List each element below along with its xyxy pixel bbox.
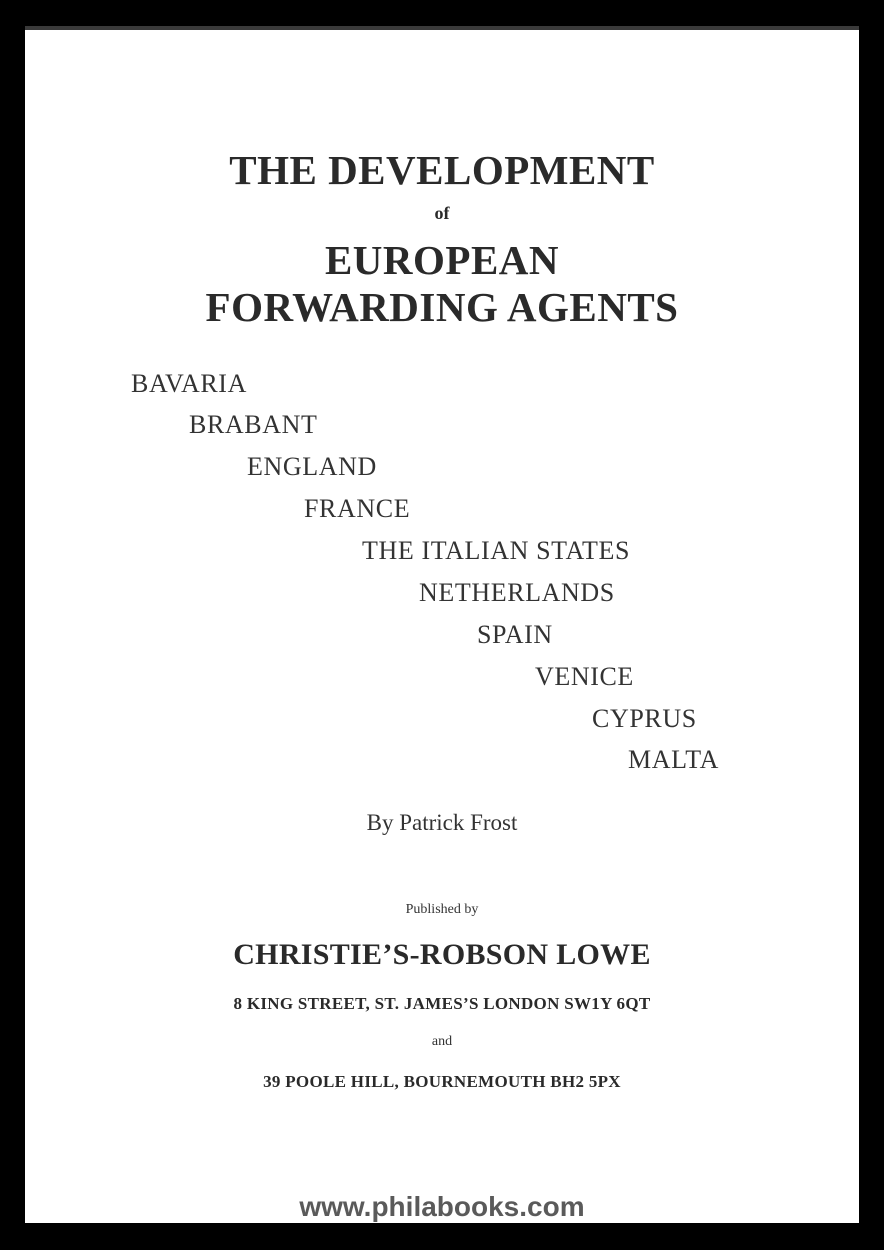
place-spain: SPAIN xyxy=(477,620,553,649)
place-bavaria: BAVARIA xyxy=(131,369,247,398)
place-italian-states: THE ITALIAN STATES xyxy=(362,536,631,565)
place-venice: VENICE xyxy=(535,662,634,691)
book-cover xyxy=(25,30,859,1223)
title-line-2: EUROPEAN xyxy=(324,237,560,283)
and-text: and xyxy=(431,1034,453,1049)
title-line-3: FORWARDING AGENTS xyxy=(205,284,679,330)
author: By Patrick Frost xyxy=(366,810,518,835)
watermark: www.philabooks.com xyxy=(299,1191,585,1222)
place-brabant: BRABANT xyxy=(189,410,318,439)
title-line-1: THE DEVELOPMENT xyxy=(229,147,655,193)
published-by: Published by xyxy=(405,902,479,917)
place-malta: MALTA xyxy=(628,745,719,774)
place-netherlands: NETHERLANDS xyxy=(419,578,615,607)
place-france: FRANCE xyxy=(304,494,411,523)
place-england: ENGLAND xyxy=(247,452,377,481)
publisher-name: CHRISTIE’S-ROBSON LOWE xyxy=(233,938,651,971)
publisher-address-london: 8 KING STREET, ST. JAMES’S LONDON SW1Y 6QT xyxy=(233,994,651,1013)
place-cyprus: CYPRUS xyxy=(592,704,697,733)
title-of: of xyxy=(434,203,450,223)
publisher-address-bournemouth: 39 POOLE HILL, BOURNEMOUTH BH2 5PX xyxy=(263,1072,621,1091)
